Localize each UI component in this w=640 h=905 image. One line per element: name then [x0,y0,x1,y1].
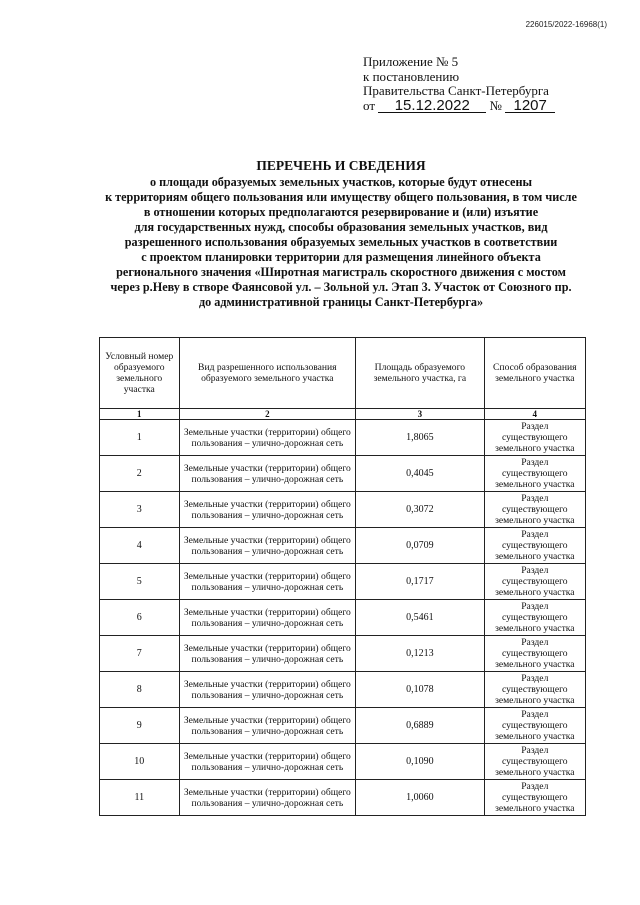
appendix-date-line [363,96,555,114]
area-cell: 0,1078 [356,672,484,708]
area-cell: 0,0709 [356,528,484,564]
table-row [100,564,586,600]
plot-number-cell: 11 [100,780,180,816]
plot-number-cell: 6 [100,600,180,636]
formation-method-cell: Раздел существующего земельного участка [484,744,585,780]
resolution-date: 15.12.2022 [378,99,486,113]
permitted-use-cell: Земельные участки (территории) общего пользования – улично-дорожная сеть [179,564,356,600]
land-plots-table [99,337,586,816]
area-cell: 0,5461 [356,600,484,636]
formation-method-cell: Раздел существующего земельного участка [484,492,585,528]
appendix-line-2: к постановлению [363,68,460,84]
title-line: в отношении которых предполагаются резервирование и (или) изъятие [143,205,539,219]
table-row [100,528,586,564]
permitted-use-cell: Земельные участки (территории) общего пользования – улично-дорожная сеть [179,780,356,816]
table-row [100,780,586,816]
appendix-line-1: Приложение № 5 [363,54,459,69]
plot-number-cell: 8 [100,672,180,708]
number-label: № [489,97,502,113]
column-index-row [100,409,586,420]
header-permitted-use: Вид разрешенного использования образуемого земельного участка [179,338,356,409]
appendix-block [363,55,555,113]
area-cell: 0,4045 [356,456,484,492]
header-plot-number: Условный номер образуемого земельного участка [100,338,180,409]
title-line: через р.Неву в створе Фаянсовой ул. – Зольной ул. Этап 3. Участок от Союзного пр. [110,280,572,294]
formation-method-cell: Раздел существующего земельного участка [484,780,585,816]
table-row [100,456,586,492]
formation-method-cell: Раздел существующего земельного участка [484,708,585,744]
formation-method-cell: Раздел существующего земельного участка [484,600,585,636]
plot-number-cell: 7 [100,636,180,672]
title-line: с проектом планировки территории для размещения линейного объекта [141,250,541,264]
plot-number-cell: 2 [100,456,180,492]
from-label: от [363,97,376,113]
permitted-use-cell: Земельные участки (территории) общего пользования – улично-дорожная сеть [179,456,356,492]
resolution-number: 1207 [505,99,555,113]
formation-method-cell: Раздел существующего земельного участка [484,564,585,600]
document-title [60,158,622,310]
column-index: 1 [100,409,180,420]
plot-number-cell: 1 [100,420,180,456]
permitted-use-cell: Земельные участки (территории) общего пользования – улично-дорожная сеть [179,744,356,780]
column-index: 4 [484,409,585,420]
title-line: разрешенного использования образуемых земельных участков в соответствии [124,235,558,249]
table-row [100,708,586,744]
title-line: до административной границы Санкт-Петербурга» [198,295,484,309]
formation-method-cell: Раздел существующего земельного участка [484,528,585,564]
formation-method-cell: Раздел существующего земельного участка [484,456,585,492]
formation-method-cell: Раздел существующего земельного участка [484,636,585,672]
formation-method-cell: Раздел существующего земельного участка [484,420,585,456]
table-row [100,420,586,456]
title-line: регионального значения «Широтная магистраль скоростного движения с мостом [116,265,566,279]
title-heading: ПЕРЕЧЕНЬ И СВЕДЕНИЯ [256,158,426,173]
column-index: 2 [179,409,356,420]
title-line: к территориям общего пользования или имуществу общего пользования, в том числе [105,190,577,204]
table-row [100,744,586,780]
area-cell: 0,1717 [356,564,484,600]
permitted-use-cell: Земельные участки (территории) общего пользования – улично-дорожная сеть [179,528,356,564]
table-row [100,600,586,636]
permitted-use-cell: Земельные участки (территории) общего пользования – улично-дорожная сеть [179,672,356,708]
plot-number-cell: 5 [100,564,180,600]
appendix-line-3: Правительства Санкт-Петербурга [363,83,549,98]
table-row [100,636,586,672]
area-cell: 1,8065 [356,420,484,456]
table-row [100,492,586,528]
plot-number-cell: 10 [100,744,180,780]
plot-number-cell: 9 [100,708,180,744]
area-cell: 1,0060 [356,780,484,816]
permitted-use-cell: Земельные участки (территории) общего пользования – улично-дорожная сеть [179,708,356,744]
formation-method-cell: Раздел существующего земельного участка [484,672,585,708]
permitted-use-cell: Земельные участки (территории) общего пользования – улично-дорожная сеть [179,600,356,636]
permitted-use-cell: Земельные участки (территории) общего пользования – улично-дорожная сеть [179,636,356,672]
column-index: 3 [356,409,484,420]
area-cell: 0,1090 [356,744,484,780]
plot-number-cell: 3 [100,492,180,528]
area-cell: 0,1213 [356,636,484,672]
title-line: для государственных нужд, способы образования земельных участков, вид [134,220,548,234]
permitted-use-cell: Земельные участки (территории) общего пользования – улично-дорожная сеть [179,492,356,528]
header-formation-method: Способ образования земельного участка [484,338,585,409]
area-cell: 0,3072 [356,492,484,528]
header-area: Площадь образуемого земельного участка, га [356,338,484,409]
permitted-use-cell: Земельные участки (территории) общего пользования – улично-дорожная сеть [179,420,356,456]
area-cell: 0,6889 [356,708,484,744]
plot-number-cell: 4 [100,528,180,564]
table-row [100,672,586,708]
document-number: 226015/2022-16968(1) [525,20,607,29]
title-line: о площади образуемых земельных участков, которые будут отнесены [150,175,532,189]
